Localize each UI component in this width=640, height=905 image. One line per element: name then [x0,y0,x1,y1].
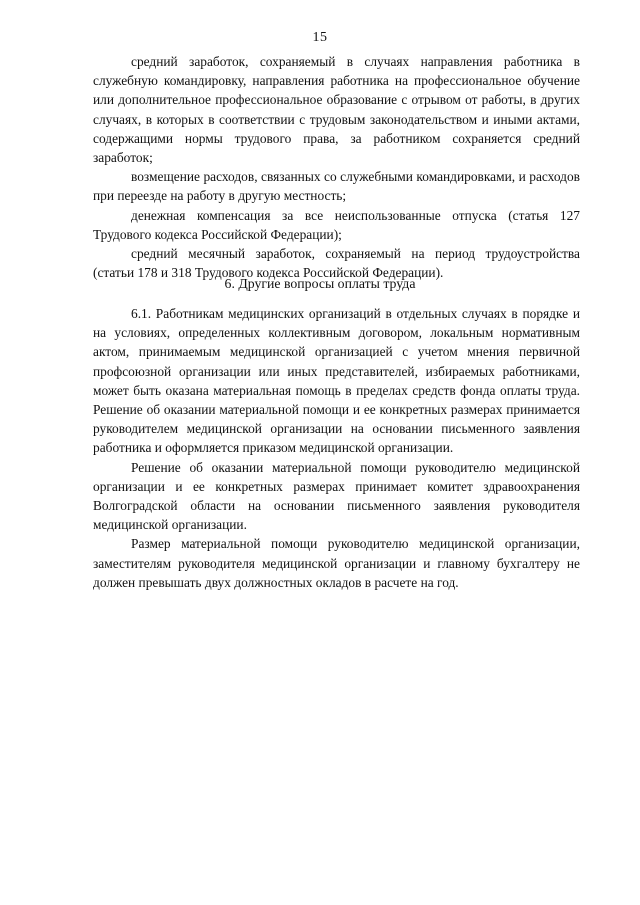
payment-items-list [93,52,580,282]
page-number: 15 [312,30,328,45]
paragraph-average-earnings: средний заработок, сохраняемый в случаях направления работника в служебную командировку, направления работника на профессиональное обучение или дополнительное профессиональное образование с отрывом от работы, в других случаях, в которых в соответствии с трудовым законодательством и иными актами, содержащими нормы трудового права, за работником сохраняется средний заработок; [93,54,580,166]
paragraph-vacation-compensation: денежная компенсация за все неиспользованные отпуска (статья 127 Трудового кодекса Российской Федерации); [93,207,580,242]
paragraph-aid-decision-head: Решение об оказании материальной помощи руководителю медицинской организации и ее конкретных размерах принимает комитет здравоохранения Волгоградской области на основании письменного заявления руководителя медицинской организации. [93,459,580,533]
paragraph-monthly-earnings: средний месячный заработок, сохраняемый на период трудоустройства (статьи 178 и 318 Трудового кодекса Российской Федерации). [93,246,580,281]
paragraph-aid-limit: Размер материальной помощи руководителю медицинской организации, заместителям руководителя медицинской организации и главному бухгалтеру не должен превышать двух должностных окладов в расчете на год. [93,536,580,590]
section-body [93,304,580,592]
paragraph-travel-expenses: возмещение расходов, связанных со служебными командировками, и расходов при переезде на работу в другую местность; [93,169,580,204]
paragraph-material-aid: 6.1. Работникам медицинских организаций в отдельных случаях в порядке и на условиях, определенных коллективным договором, локальным нормативным актом, принимаемым медицинской организацией с учетом мнения первичной профсоюзной организации или иных представителей, избираемых работниками, может быть оказана материальная помощь в пределах средств фонда оплаты труда. Решение об оказании материальной помощи и ее конкретных размерах принимается руководителем медицинской организации на основании письменного заявления работника и оформляется приказом медицинской организации. [93,306,580,456]
section-heading: 6. Другие вопросы оплаты труда [224,276,416,291]
